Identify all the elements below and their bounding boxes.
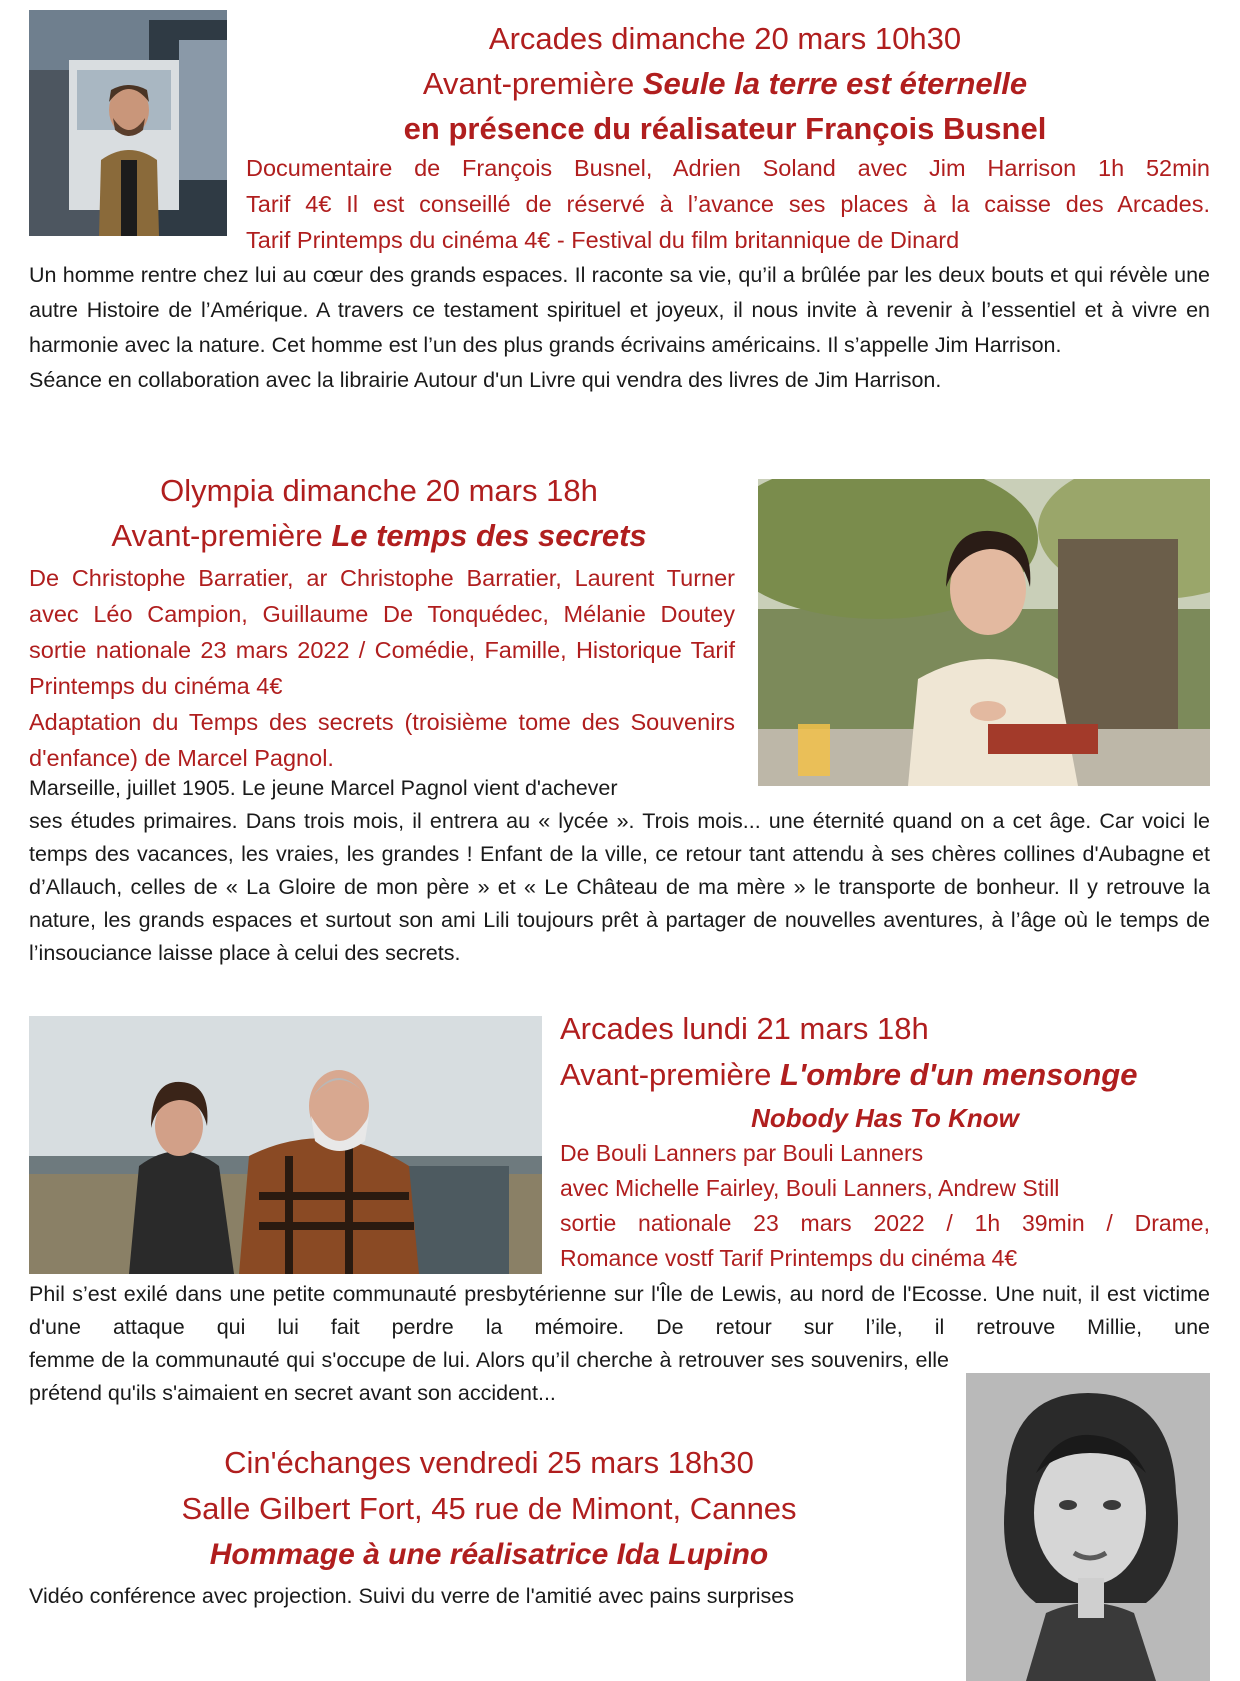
event1-synopsis: Un homme rentre chez lui au cœur des grands espaces. Il raconte sa vie, qu’il a brûlée par les deux bouts et qui révèle une autre Histoire de l’Amérique. A travers ce testament spirituel et joyeux, il nous invite à revenir à l’essentiel et à vivre en harmonie avec la nature. Cet homme est l’un des plus grands écrivains américains. Il s’appelle Jim Harrison. bbox=[29, 263, 1210, 357]
event2-info bbox=[29, 560, 735, 776]
event2-synopsis-start: Marseille, juillet 1905. Le jeune Marcel Pagnol vient d'achever bbox=[29, 776, 618, 800]
event2-credits: De Christophe Barratier, ar Christophe Barratier, Laurent Turner avec Léo Campion, Guillaume De Tonquédec, Mélanie Doutey sortie nationale 23 mars 2022 / Comédie, Famille, Historique Tarif Printemps du cinéma 4€ bbox=[29, 565, 735, 699]
event1-body bbox=[29, 258, 1210, 398]
event3-info bbox=[560, 1136, 1210, 1276]
event4-header bbox=[29, 1440, 949, 1578]
event3-film-title: L'ombre d'un mensonge bbox=[779, 1057, 1138, 1092]
event3-original-title: Nobody Has To Know bbox=[751, 1103, 1019, 1133]
event3-info-line: sortie nationale 23 mars 2022 / 1h 39min / Drame, bbox=[560, 1210, 1210, 1236]
event3-synopsis-part1: Phil s’est exilé dans une petite communauté presbytérienne sur l'Île de Lewis, au nord de l'Ecosse. Une nuit, il est victime d'une attaque qui lui fait perdre la mémoire. De retour sur l’ile, il retrouve Millie, une bbox=[29, 1282, 1210, 1339]
photo-lombre-dun-mensonge bbox=[29, 1016, 542, 1274]
event3-preview-label: Avant-première bbox=[560, 1057, 780, 1092]
event3-venue-date: Arcades lundi 21 mars 18h bbox=[560, 1011, 929, 1046]
event1-preview-label: Avant-première bbox=[422, 66, 643, 101]
photo-ida-lupino bbox=[966, 1373, 1210, 1681]
event3-info-line: avec Michelle Fairley, Bouli Lanners, Andrew Still bbox=[560, 1175, 1060, 1201]
event4-description: Vidéo conférence avec projection. Suivi du verre de l'amitié avec pains surprises bbox=[29, 1584, 794, 1608]
event2-synopsis-rest: ses études primaires. Dans trois mois, il entrera au « lycée ». Trois mois... une éternité quand on a cet âge. Car voici le temps des vacances, les vraies, les grandes ! Enfant de la ville, ce retour tant attendu à ses chères collines d'Aubagne et d’Allauch, celles de « La Gloire de mon père » et « Le Château de ma mère » le transporte de bonheur. Il y retrouve la nature, les grands espaces et surtout son ami Lili toujours prêt à partager de nouvelles aventures, à l’âge où le temps de l’insouciance laisse place à celui des secrets. bbox=[29, 809, 1210, 965]
event1-guest-line: en présence du réalisateur François Busnel bbox=[403, 111, 1047, 146]
event2-venue-date: Olympia dimanche 20 mars 18h bbox=[160, 473, 598, 508]
event1-note: Séance en collaboration avec la librairie Autour d'un Livre qui vendra des livres de Jim Harrison. bbox=[29, 368, 942, 392]
event2-preview-label: Avant-première bbox=[111, 518, 332, 553]
event2-title-line bbox=[29, 513, 729, 558]
event3-synopsis-part2: femme de la communauté qui s'occupe de lui. Alors qu’il cherche à retrouver ses souvenirs, elle prétend qu'ils s'aimaient en secret avant son accident... bbox=[29, 1348, 949, 1405]
event1-title-line bbox=[240, 61, 1210, 106]
event3-info-line: Romance vostf Tarif Printemps du cinéma 4€ bbox=[560, 1245, 1018, 1271]
event4-tribute-title: Hommage à une réalisatrice Ida Lupino bbox=[209, 1538, 769, 1571]
photo-francois-busnel bbox=[29, 10, 227, 236]
event2-header bbox=[29, 468, 729, 558]
event3-title-line bbox=[560, 1052, 1210, 1098]
event1-venue-date: Arcades dimanche 20 mars 10h30 bbox=[488, 21, 962, 56]
event2-film-title: Le temps des secrets bbox=[331, 518, 647, 553]
photo-le-temps-des-secrets bbox=[758, 479, 1210, 786]
event1-info-line: Tarif 4€ Il est conseillé de réservé à l’avance ses places à la caisse des Arcades. bbox=[246, 191, 1210, 217]
event1-info-line: Documentaire de François Busnel, Adrien Soland avec Jim Harrison 1h 52min bbox=[246, 155, 1210, 181]
event1-info-line: Tarif Printemps du cinéma 4€ - Festival du film britannique de Dinard bbox=[246, 227, 960, 253]
event4-venue-address: Salle Gilbert Fort, 45 rue de Mimont, Cannes bbox=[181, 1491, 797, 1526]
event2-adaptation: Adaptation du Temps des secrets (troisième tome des Souvenirs d'enfance) de Marcel Pagnol. bbox=[29, 709, 735, 771]
event3-info-line: De Bouli Lanners par Bouli Lanners bbox=[560, 1140, 924, 1166]
event1-info bbox=[246, 150, 1210, 258]
event4-event-date: Cin'échanges vendredi 25 mars 18h30 bbox=[224, 1445, 754, 1480]
event1-film-title: Seule la terre est éternelle bbox=[642, 66, 1028, 101]
event3-header bbox=[560, 1006, 1210, 1138]
event1-header bbox=[240, 16, 1210, 151]
